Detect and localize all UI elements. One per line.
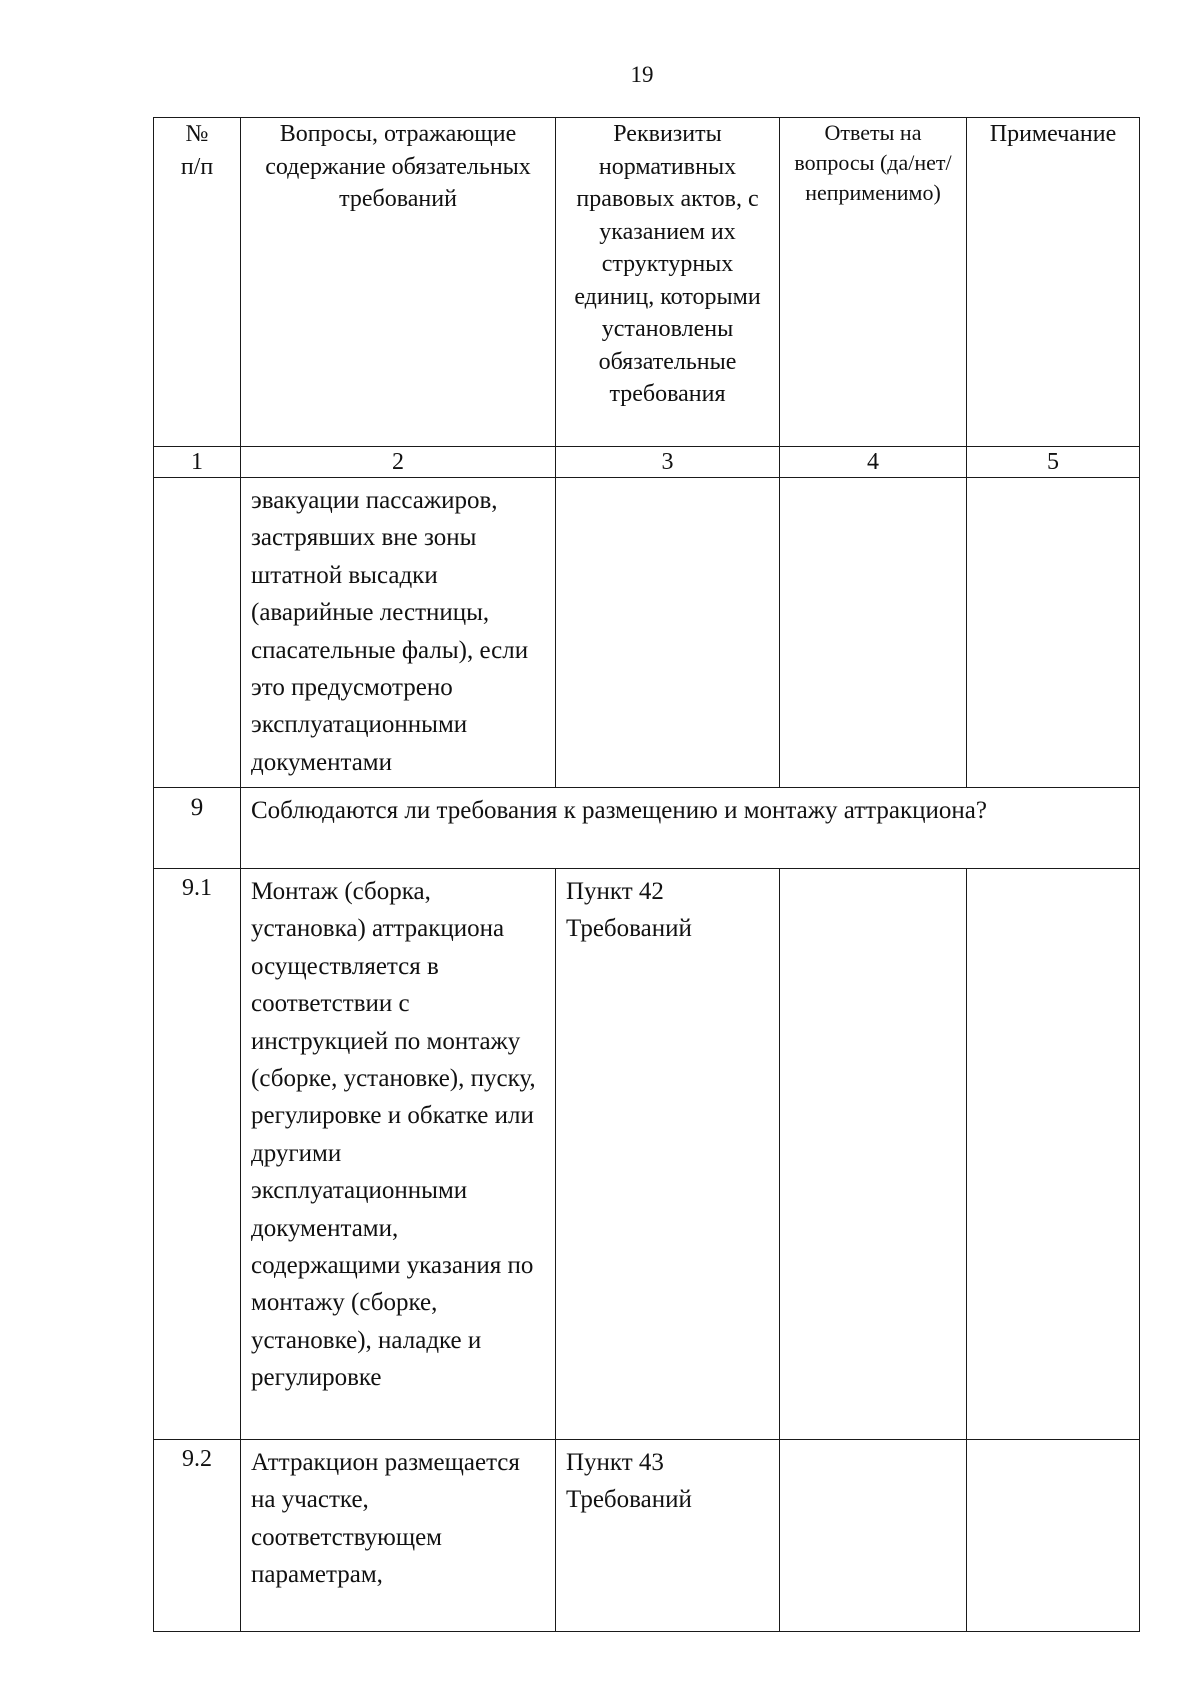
- column-number: 2: [241, 447, 556, 478]
- table-row: [154, 869, 1140, 1440]
- column-number-row: [154, 447, 1140, 478]
- header-notes: Примечание: [967, 118, 1140, 447]
- column-number: 4: [780, 447, 967, 478]
- header-questions: Вопросы, отражающие содержание обязательных требований: [241, 118, 556, 447]
- table-row: [154, 1440, 1140, 1632]
- column-number: 1: [154, 447, 241, 478]
- row-note: [967, 478, 1140, 788]
- row-reference: Пункт 43 Требований: [556, 1440, 780, 1632]
- header-answers: Ответы на вопросы (да/нет/ неприменимо): [780, 118, 967, 447]
- column-number: 3: [556, 447, 780, 478]
- row-number: 9.1: [154, 869, 241, 1440]
- row-reference: Пункт 42 Требований: [556, 869, 780, 1440]
- row-question: эвакуации пассажиров, застрявших вне зоны штатной высадки (аварийные лестницы, спасательные фалы), если это предусмотрено эксплуатационными документами: [241, 478, 556, 788]
- row-note: [967, 1440, 1140, 1632]
- table-header-row: [154, 118, 1140, 447]
- row-note: [967, 869, 1140, 1440]
- section-number: 9: [154, 788, 241, 869]
- header-legal-references: Реквизиты нормативных правовых актов, с указанием их структурных единиц, которыми установлены обязательные требования: [556, 118, 780, 447]
- page-number: 19: [630, 62, 654, 87]
- row-question: Аттракцион размещается на участке, соответствующем параметрам,: [241, 1440, 556, 1632]
- header-item-number: № п/п: [154, 118, 241, 447]
- row-question: Монтаж (сборка, установка) аттракциона осуществляется в соответствии с инструкцией по монтажу (сборке, установке), пуску, регулировке и обкатке или другими эксплуатационными документами, содержащими указания по монтажу (сборке, установке), наладке и регулировке: [241, 869, 556, 1440]
- row-answer: [780, 478, 967, 788]
- row-reference: [556, 478, 780, 788]
- table-row: [154, 478, 1140, 788]
- section-row: [154, 788, 1140, 869]
- section-title: Соблюдаются ли требования к размещению и монтажу аттракциона?: [241, 788, 1140, 869]
- row-answer: [780, 1440, 967, 1632]
- row-answer: [780, 869, 967, 1440]
- requirements-checklist-table: [153, 117, 1140, 1632]
- row-number: [154, 478, 241, 788]
- column-number: 5: [967, 447, 1140, 478]
- row-number: 9.2: [154, 1440, 241, 1632]
